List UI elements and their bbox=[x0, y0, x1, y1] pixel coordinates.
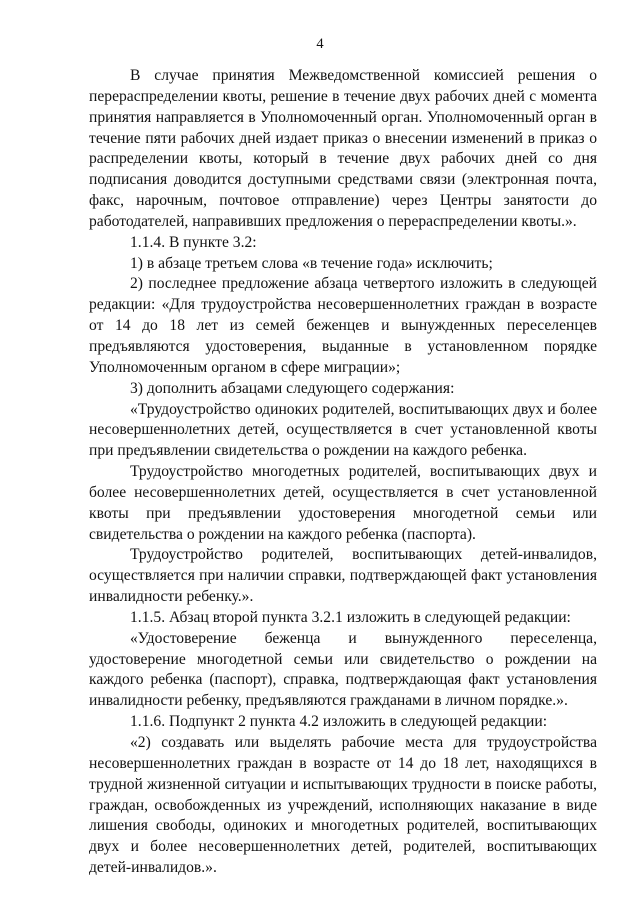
page-number: 4 bbox=[316, 36, 324, 52]
paragraph-single-parents: «Трудоустройство одиноких родителей, воспитывающих двух и более несовершеннолетних детей, осуществляется в счет установленной квоты при предъявлении свидетельства о рождении на каждого ребенка. bbox=[89, 400, 597, 460]
paragraph-large-families: Трудоустройство многодетных родителей, воспитывающих двух и более несовершеннолетних детей, осуществляется в счет установленной квоты при предъявлении удостоверения многодетной семьи или свидетельства о рождении на каждого ребенка (паспорта). bbox=[89, 463, 597, 543]
paragraph-certificates: «Удостоверение беженца и вынужденного переселенца, удостоверение многодетной семьи или свидетельство о рождении на каждого ребенка (паспорт), справка, подтверждающая факт установления инвалидности ребенку, предъявляются гражданами в личном порядке.». bbox=[89, 629, 597, 710]
paragraph-1-1-4-heading: 1.1.4. В пункте 3.2: bbox=[130, 233, 257, 251]
paragraph-item-1: 1) в абзаце третьем слова «в течение года» исключить; bbox=[130, 254, 493, 272]
paragraph-1-1-5-heading: 1.1.5. Абзац второй пункта 3.2.1 изложить в следующей редакции: bbox=[130, 608, 571, 626]
paragraph-disabled-children: Трудоустройство родителей, воспитывающих детей-инвалидов, осуществляется при наличии справки, подтверждающей факт установления инвалидности ребенку.». bbox=[89, 546, 597, 606]
paragraph-quota-redistribution: В случае принятия Межведомственной комиссией решения о перераспределении квоты, решение в течение двух рабочих дней с момента принятия направляется в Уполномоченный орган. Уполномоченный орган в течение пяти рабочих дней издает приказ о внесении изменений в приказ о распределении квоты, который в течение двух рабочих дней со дня подписания доводится доступными средствами связи (электронная почта, факс, нарочным, почтовое отправление) через Центры занятости до работодателей, направивших предложения о перераспределении квоты.». bbox=[89, 67, 597, 230]
paragraph-item-2: 2) последнее предложение абзаца четвертого изложить в следующей редакции: «Для трудоустройства несовершеннолетних граждан в возрасте от 14 до 18 лет из семей беженцев и вынужденных переселенцев предъявляются удостоверения, выданные в установленном порядке Уполномоченным органом в сфере миграции»; bbox=[89, 275, 597, 376]
paragraph-1-1-6-heading: 1.1.6. Подпункт 2 пункта 4.2 изложить в следующей редакции: bbox=[130, 713, 548, 731]
paragraph-workplaces: «2) создавать или выделять рабочие места для трудоустройства несовершеннолетних граждан в возрасте от 14 до 18 лет, находящихся в трудной жизненной ситуации и испытывающих трудности в поиске работы, граждан, освобожденных из учреждений, исполняющих наказание в виде лишения свободы, одиноких и многодетных родителей, воспитывающих двух и более несовершеннолетних детей, родителей, воспитывающих детей-инвалидов.». bbox=[89, 734, 597, 877]
document-body bbox=[89, 66, 597, 879]
paragraph-item-3: 3) дополнить абзацами следующего содержания: bbox=[130, 379, 455, 397]
